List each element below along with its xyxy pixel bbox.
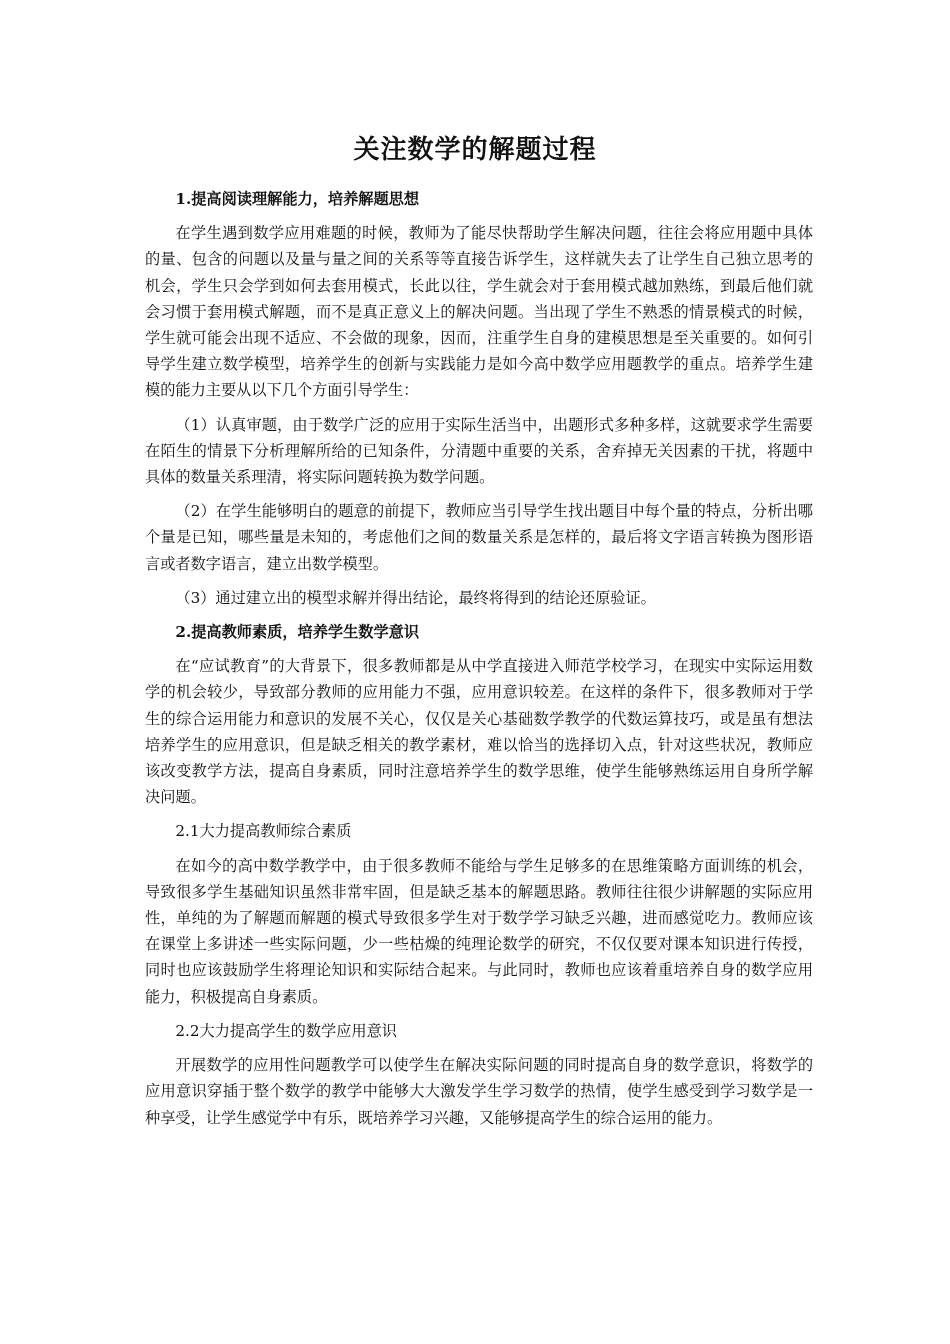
section-1-intro: 在学生遇到数学应用难题的时候，教师为了能尽快帮助学生解决问题，往往会将应用题中具体的量、包含的问题以及量与量之间的关系等等直接告诉学生，这样就失去了让学生自己独立思考的机会，学生只会学到如何去套用模式，长此以往，学生就会对于套用模式越加熟练，到最后他们就会习惯于套用模式解题，而不是真正意义上的解决问题。当出现了学生不熟悉的情景模式的时候，学生就可能会出现不适应、不会做的现象，因而，注重学生自身的建模思想是至关重要的。如何引导学生建立数学模型，培养学生的创新与实践能力是如今高中数学应用题教学的重点。培养学生建模的能力主要从以下几个方面引导学生： bbox=[145, 224, 813, 400]
subsection-2-1-body: 在如今的高中数学教学中，由于很多教师不能给与学生足够多的在思维策略方面训练的机会，导致很多学生基础知识虽然非常牢固，但是缺乏基本的解题思路。教师往往很少讲解题的实际应用性，单纯的为了解题而解题的模式导致很多学生对于数学学习缺乏兴趣，进而感觉吃力。教师应该在课堂上多讲述一些实际问题，少一些枯燥的纯理论数学的研究，不仅仅要对课本知识进行传授，同时也应该鼓励学生将理论知识和实际结合起来。与此同时，教师也应该着重培养自身的数学应用能力，积极提高自身素质。 bbox=[145, 856, 813, 1006]
section-1-item-1: （1）认真审题，由于数学广泛的应用于实际生活当中，出题形式多种多样，这就要求学生需要在陌生的情景下分析理解所给的已知条件，分清题中重要的关系，舍弃掉无关因素的干扰，将题中具体的数量关系理清，将实际问题转换为数学问题。 bbox=[145, 415, 813, 487]
subsection-2-2-body: 开展数学的应用性问题教学可以使学生在解决实际问题的同时提高自身的数学意识，将数学的应用意识穿插于整个数学的教学中能够大大激发学生学习数学的热情，使学生感受到学习数学是一种享受，让学生感觉学中有乐，既培养学习兴趣，又能够提高学生的综合运用的能力。 bbox=[145, 1056, 813, 1127]
section-1-item-3: （3）通过建立出的模型求解并得出结论，最终将得到的结论还原验证。 bbox=[175, 588, 656, 607]
document-body bbox=[145, 186, 813, 1139]
subsection-2-2-heading: 2.2大力提高学生的数学应用意识 bbox=[175, 1021, 397, 1040]
section-2-heading: 2.提高教师素质，培养学生数学意识 bbox=[175, 623, 420, 642]
document-title: 关注数学的解题过程 bbox=[353, 135, 597, 165]
subsection-2-1-heading: 2.1大力提高教师综合素质 bbox=[175, 822, 352, 841]
section-1-item-2: （2）在学生能够明白的题意的前提下，教师应当引导学生找出题目中每个量的特点，分析出哪个量是已知，哪些量是未知的，考虑他们之间的数量关系是怎样的，最后将文字语言转换为图形语言或者数字语言，建立出数学模型。 bbox=[145, 502, 813, 573]
section-1-heading: 1.提高阅读理解能力，培养解题思想 bbox=[175, 190, 420, 208]
section-2-intro: 在“应试教育”的大背景下，很多教师都是从中学直接进入师范学校学习，在现实中实际运用数学的机会较少，导致部分教师的应用能力不强，应用意识较差。在这样的条件下，很多教师对于学生的综合运用能力和意识的发展不关心，仅仅是关心基础数学教学的代数运算技巧，或是虽有想法培养学生的应用意识，但是缺乏相关的教学素材，难以恰当的选择切入点，针对这些状况，教师应该改变教学方法，提高自身素质，同时注意培养学生的数学思维，使学生能够熟练运用自身所学解决问题。 bbox=[145, 657, 813, 807]
